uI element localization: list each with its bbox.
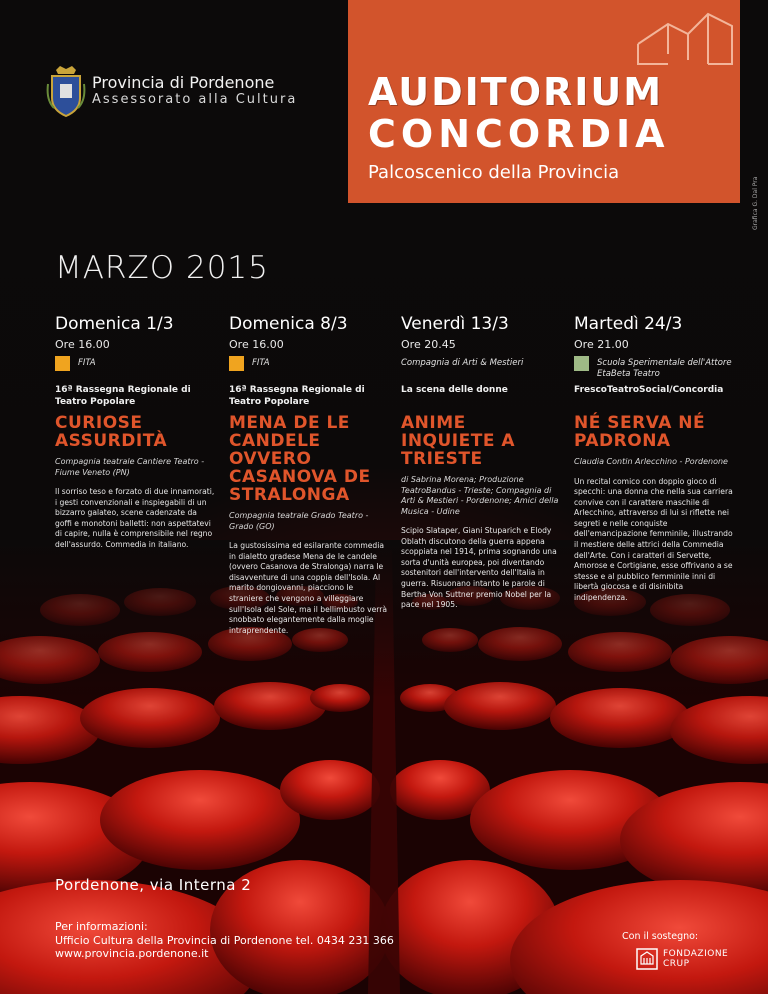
event-description: Scipio Slataper, Giani Stuparich e Elody Oblath discutono della guerra appena scoppiata nel 1914, prima sognando una sorta d'unità europea, poi diventando sostenitori dell'intervento dell'Italia in guerra. Risuonano intanto le parole di Bertha Von Suttner premio Nobel per la pace nel 1905. bbox=[401, 526, 557, 610]
banner-subtitle: Palcoscenico della Provincia bbox=[368, 162, 620, 183]
event-company: Compagnia teatrale Cantiere Teatro - Fiume Veneto (PN) bbox=[55, 457, 205, 477]
info-phone: Ufficio Cultura della Provincia di Pordenone tel. 0434 231 366 bbox=[55, 933, 394, 947]
fita-badge-icon bbox=[55, 356, 70, 371]
event-time: Ore 16.00 bbox=[55, 338, 110, 351]
event-title: NÉ SERVA NÉ PADRONA bbox=[574, 413, 706, 451]
event-rassegna: 16ª Rassegna Regionale di Teatro Popolare bbox=[229, 385, 365, 407]
event-time: Ore 20.45 bbox=[401, 338, 456, 351]
event-description: La gustosissima ed esilarante commedia in dialetto gradese Mena de le candele (ovvero Casanova de Stralonga) narra le disavventure di una coppia dell'Isola. Al marito dongiovanni, piacciono le straniere che vengono a villeggiare sull'Isola del Sole, ma il bellimbusto verrà snobbato elegantemente dalla moglie intraprendente. bbox=[229, 541, 388, 635]
event-organizer bbox=[574, 356, 734, 382]
organizer-label: Scuola Sperimentale dell'Attore EtaBeta Teatro bbox=[597, 358, 732, 379]
event-column-3 bbox=[401, 314, 561, 611]
event-rassegna: FrescoTeatroSocial/Concordia bbox=[574, 385, 724, 395]
event-column-4 bbox=[574, 314, 734, 604]
province-name: Provincia di Pordenone bbox=[92, 73, 275, 92]
organizer-label: FITA bbox=[252, 358, 270, 368]
assessorato-label: Assessorato alla Cultura bbox=[92, 92, 298, 107]
event-day: Domenica 1/3 bbox=[55, 314, 174, 334]
month-title: MARZO 2015 bbox=[55, 250, 269, 286]
info-block bbox=[55, 920, 394, 961]
event-organizer bbox=[229, 356, 389, 382]
event-column-1 bbox=[55, 314, 215, 551]
event-title: ANIME INQUIETE A TRIESTE bbox=[401, 413, 516, 469]
info-heading: Per informazioni: bbox=[55, 920, 148, 933]
event-rassegna: La scena delle donne bbox=[401, 385, 508, 395]
event-time: Ore 21.00 bbox=[574, 338, 629, 351]
event-column-2 bbox=[229, 314, 389, 636]
event-title: CURIOSE ASSURDITÀ bbox=[55, 413, 168, 451]
event-company: Claudia Contin Arlecchino - Pordenone bbox=[574, 457, 728, 466]
event-company: Compagnia teatrale Grado Teatro - Grado (GO) bbox=[229, 511, 369, 531]
event-rassegna: 16ª Rassegna Regionale di Teatro Popolare bbox=[55, 385, 191, 407]
event-organizer bbox=[55, 356, 215, 382]
venue-address: Pordenone, via Interna 2 bbox=[55, 876, 252, 894]
fondazione-logo-icon bbox=[636, 948, 658, 970]
banner-title-line1: AUDITORIUM bbox=[368, 70, 664, 114]
organizer-label: Compagnia di Arti & Mestieri bbox=[401, 358, 524, 368]
fita-badge-icon bbox=[229, 356, 244, 371]
etabeta-badge-icon bbox=[574, 356, 589, 371]
info-website-link[interactable]: www.provincia.pordenone.it bbox=[55, 947, 209, 960]
event-day: Domenica 8/3 bbox=[229, 314, 348, 334]
province-crest-icon bbox=[46, 64, 86, 118]
fondazione-crup-logo bbox=[636, 948, 728, 970]
auditorium-banner bbox=[348, 0, 740, 203]
sponsor-label: Con il sostegno: bbox=[622, 931, 699, 942]
event-time: Ore 16.00 bbox=[229, 338, 284, 351]
banner-title-line2: CONCORDIA bbox=[368, 112, 670, 156]
organizer-label: FITA bbox=[78, 358, 96, 368]
event-organizer bbox=[401, 356, 561, 382]
event-title: MENA DE LE CANDELE OVVERO CASANOVA DE STRALONGA bbox=[229, 413, 371, 505]
province-logo bbox=[46, 64, 297, 118]
event-company: di Sabrina Morena; Produzione TeatroBandus - Trieste; Compagnia di Arti & Mestieri - Pordenone; Amici della Musica - Udine bbox=[401, 475, 559, 516]
event-description: Il sorriso teso e forzato di due innamorati, i gesti convenzionali e inspiegabili di un bizzarro galateo, scene cadenzate da goffi e monotoni balletti: non aspettatevi di capire, nulla è comprensibile nel regno dell'assurdo. Commedia in italiano. bbox=[55, 487, 215, 549]
event-description: Un recital comico con doppio gioco di specchi: una donna che nella sua carriera convive con il carattere maschile di Arlecchino, attraverso di lui si riflette nei segreti e nelle conquiste dell'emancipazione femminile, illustrando il mestiere delle attrici della Commedia dell'Arte. Con i caratteri di Servette, Amorose e Cortigiane, esse offrivano a se stesse e al pubblico femminile inni di libertà giocosa e di disinibita indipendenza. bbox=[574, 476, 733, 603]
fondazione-line2: CRUP bbox=[663, 959, 690, 969]
event-day: Martedì 24/3 bbox=[574, 314, 683, 334]
fondazione-line1: FONDAZIONE bbox=[663, 949, 729, 959]
event-day: Venerdì 13/3 bbox=[401, 314, 509, 334]
graphic-credit: Grafica G. Dal Pra bbox=[752, 176, 759, 230]
